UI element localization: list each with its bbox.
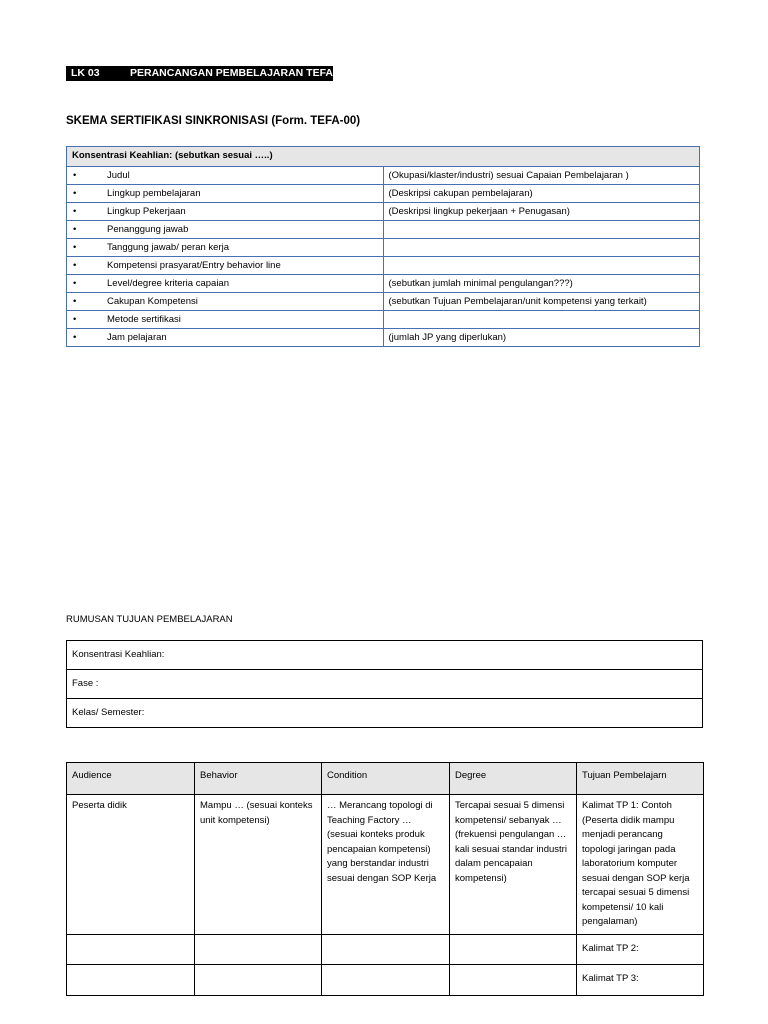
row-label: Jam pelajaran [107,332,167,343]
abcd-header-row [67,763,704,795]
row-value [383,311,700,329]
abcd-table [66,762,704,996]
table-row [67,699,703,728]
bullet: • [73,224,77,235]
table-row [67,641,703,670]
rumusan-info-table [66,640,703,728]
table-row [67,221,700,239]
table-row [67,167,700,185]
row-label: Kompetensi prasyarat/Entry behavior line [107,260,281,271]
table-row [67,257,700,275]
bullet: • [73,242,77,253]
row-label: Lingkup Pekerjaan [107,206,186,217]
column-header: Audience [67,763,195,795]
table-row [67,311,700,329]
cell-condition: … Merancang topologi di Teaching Factory … (sesuai konteks produk pencapaian kompetensi) yang berstandar industri sesuai dengan SOP Kerja [322,795,450,935]
cell-tujuan: Kalimat TP 2: [577,934,704,964]
row-value: (Deskripsi cakupan pembelajaran) [383,185,700,203]
cell-behavior: Mampu … (sesuai konteks unit kompetensi) [195,795,322,935]
cell-degree [450,934,577,964]
table-row [67,275,700,293]
table-row [67,934,704,964]
field-konsentrasi: Konsentrasi Keahlian: [67,641,703,670]
worksheet-title: PERANCANGAN PEMBELAJARAN TEFA [130,67,334,79]
field-fase: Fase : [67,670,703,699]
bullet: • [73,296,77,307]
bullet: • [73,170,77,181]
row-value [383,221,700,239]
cell-behavior [195,964,322,995]
row-label: Penanggung jawab [107,224,189,235]
table-row [67,329,700,347]
table-row [67,670,703,699]
column-header: Tujuan Pembelajarn [577,763,704,795]
row-label: Cakupan Kompetensi [107,296,198,307]
row-label: Metode sertifikasi [107,314,181,325]
row-label: Tanggung jawab/ peran kerja [107,242,230,253]
cell-degree: Tercapai sesuai 5 dimensi kompetensi/ sebanyak … (frekuensi pengulangan … kali sesuai standar industri dalam pencapaian kompetensi) [450,795,577,935]
cell-tujuan: Kalimat TP 3: [577,964,704,995]
row-value [383,239,700,257]
cell-condition [322,964,450,995]
skema-table [66,146,700,347]
cell-degree [450,964,577,995]
cell-condition [322,934,450,964]
table-row [67,293,700,311]
skema-header-cell: Konsentrasi Keahlian: (sebutkan sesuai …..) [67,147,700,167]
table-row [67,239,700,257]
field-kelas-semester: Kelas/ Semester: [67,699,703,728]
bullet: • [73,314,77,325]
row-value: (sebutkan jumlah minimal pengulangan???) [383,275,700,293]
bullet: • [73,278,77,289]
bullet: • [73,206,77,217]
row-value: (jumlah JP yang diperlukan) [383,329,700,347]
table-row [67,795,704,935]
cell-audience [67,934,195,964]
row-label: Judul [107,170,130,181]
row-label: Lingkup pembelajaran [107,188,201,199]
row-label: Level/degree kriteria capaian [107,278,229,289]
table-row [67,203,700,221]
bullet: • [73,260,77,271]
bullet: • [73,332,77,343]
row-value: (Deskripsi lingkup pekerjaan + Penugasan) [383,203,700,221]
worksheet-header-bar [66,66,333,81]
table-row [67,964,704,995]
column-header: Degree [450,763,577,795]
section-title: RUMUSAN TUJUAN PEMBELAJARAN [66,614,233,625]
row-value: (sebutkan Tujuan Pembelajaran/unit kompetensi yang terkait) [383,293,700,311]
cell-behavior [195,934,322,964]
skema-header-row [67,147,700,167]
cell-audience [67,964,195,995]
column-header: Condition [322,763,450,795]
cell-tujuan: Kalimat TP 1: Contoh (Peserta didik mampu menjadi perancang topologi jaringan pada laboratorium komputer sesuai dengan SOP kerja tercapai sesuai 5 dimensi kompetensi/ 10 kali pengalaman) [577,795,704,935]
row-value: (Okupasi/klaster/industri) sesuai Capaian Pembelajaran ) [383,167,700,185]
table-row [67,185,700,203]
cell-audience: Peserta didik [67,795,195,935]
column-header: Behavior [195,763,322,795]
form-subtitle: SKEMA SERTIFIKASI SINKRONISASI (Form. TEFA-00) [66,115,361,127]
worksheet-code: LK 03 [71,67,100,79]
row-value [383,257,700,275]
bullet: • [73,188,77,199]
